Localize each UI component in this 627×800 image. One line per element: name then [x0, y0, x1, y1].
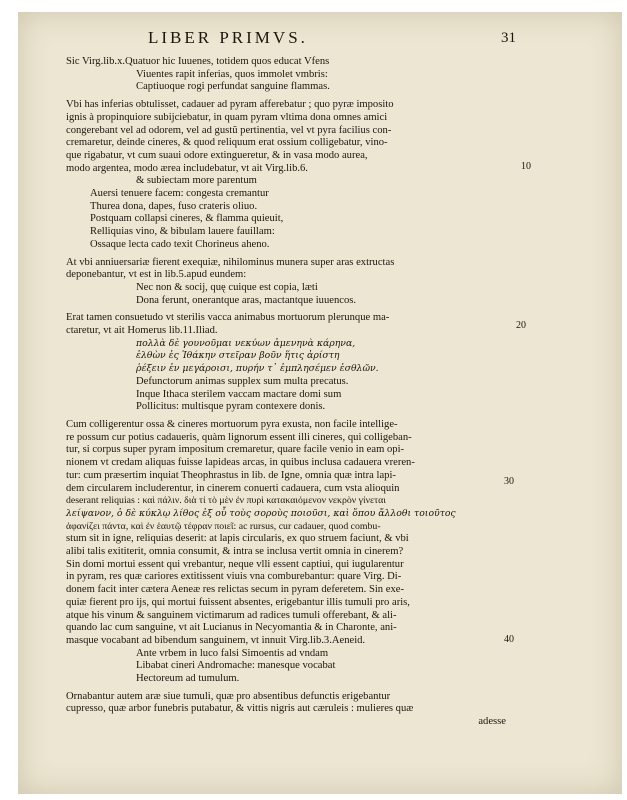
margin-number-20: 20 [516, 320, 526, 331]
text-line: quiæ fierent pro ijs, qui mortui fuissent absentes, erigebantur illis tumuli pro aris, [66, 596, 410, 608]
book-page [18, 12, 622, 794]
text-line: Auersi tenuere facem: congesta cremantur [90, 188, 269, 200]
running-header [66, 28, 516, 56]
text-line: Inque Ithaca sterilem vaccam mactare domi sum [136, 388, 342, 400]
text-line: Vbi has inferias obtulisset, cadauer ad pyram afferebatur ; quo pyræ imposito [66, 99, 394, 111]
text-line: alibi talis exititerit, omnia consumit, & intra se inclusa vertit omnia in cinerem? [66, 546, 404, 558]
text-line: quando lac cum sanguine, vt ait Lucianus in Necyomantia & in Charonte, ani- [66, 622, 397, 634]
running-title: LIBER PRIMVS. [148, 28, 308, 47]
text-line: Erat tamen consuetudo vt sterilis vacca animabus mortuorum plerunque ma- [66, 312, 390, 324]
margin-number-40: 40 [504, 634, 514, 645]
text-line: Pollicitus: multisque pyram contexere donis. [136, 401, 326, 413]
text-line: congerebant vel ad odorem, vel ad gustũ pertinentia, vel vt pyra facilius con- [66, 124, 392, 136]
text-line: λείψανον, ὁ δὲ κύκλῳ λίθος ἐξ οὗ τοὺς σοροὺς ποιοῦσι, καὶ ὅπου ἄλλοθι τοιοῦτος [66, 507, 456, 519]
text-line: in pyram, res quæ cariores extitissent viuis vna comburebantur: quare Virg. Di- [66, 571, 402, 583]
text-line: At vbi anniuersariæ fierent exequiæ, nihilominus munera super aras extructas [66, 256, 395, 268]
text-line: Hectoreum ad tumulum. [136, 673, 240, 685]
text-line: Relliquias vino, & bibulam lauere fauillam: [90, 226, 275, 238]
text-line: re possum cur potius cadaueris, quàm lignorum essent illi cineres, qui colligeban- [66, 431, 412, 443]
text-line: Dona ferunt, onerantque aras, mactantque iuuencos. [136, 294, 357, 306]
text-line: tur: cum præsertim inquiat Theophrastus in lib. de Igne, omnia quæ intra lapi- [66, 469, 396, 481]
text-line: adesse [478, 716, 506, 728]
text-body [66, 56, 506, 729]
text-line: Ossaque lecta cado texit Chorineus aheno. [90, 238, 270, 250]
text-line: modo argentea, modo ærea includebatur, vt ait Virg.lib.6. [66, 162, 308, 174]
text-line: Ornabantur autem aræ siue tumuli, quæ pro absentibus defunctis erigebantur [66, 690, 391, 702]
text-line: Libabat cineri Andromache: manesque vocabat [136, 660, 336, 672]
text-line: Sic Virg.lib.x.Quatuor hic Iuuenes, totidem quos educat Vfens [66, 56, 330, 67]
margin-number-10: 10 [521, 161, 531, 172]
text-line: Sin domi mortui essent qui vrebantur, neque vlli essent captiui, qui iugularentur [66, 558, 404, 570]
text-line: Postquam collapsi cineres, & flamma quieuit, [90, 213, 284, 225]
text-line: que rigabatur, vt cum suaui odore extingueretur, & in vasa modo aurea, [66, 149, 368, 161]
text-line: masque vocabant ad bibendum sanguinem, vt innuit Virg.lib.3.Aeneid. [66, 634, 366, 646]
text-line: Nec non & socij, quę cuique est copia, læti [136, 281, 318, 293]
text-line: ignis à propinquiore subijciebatur, in quam pyram vltima dona omnes amici [66, 111, 388, 123]
text-line: ἐλθὼν ἐς Ἰθάκην στεῖραν βοῦν ἥτις ἀρίστη [136, 350, 340, 362]
text-line: Defunctorum animas supplex sum multa precatus. [136, 375, 349, 387]
text-line: πολλὰ δὲ γουνοῦμαι νεκύων ἀμενηνὰ κάρηνα, [136, 337, 356, 349]
text-line: deponebantur, vt est in lib.5.apud eundem: [66, 269, 247, 281]
text-line: ctaretur, vt ait Homerus lib.11.Iliad. [66, 325, 218, 337]
text-line: cremaretur, deinde cineres, & quod reliquum erat ossium colligebatur, vino- [66, 137, 388, 149]
text-line: nionem vt credam aliquas fuisse lapideas arcas, in quibus inclusa cadauera vreren- [66, 457, 415, 469]
text-line: stum sit in igne, reliquias deserit: at lapis circularis, ex quo struem faciunt, & vbi [66, 533, 409, 545]
text-line: Cum colligerentur ossa & cineres mortuorum pyra exusta, non facile intellige- [66, 418, 398, 430]
text-line: dem circularem includerentur, in cinerem conuerti cadauera, cum vsta alioquin [66, 482, 400, 494]
text-line: tur, si corpus super pyram impositum cremaretur, quare facile venio in eam opi- [66, 444, 405, 456]
text-line: ῥέξειν ἐν μεγάροισι, πυρήν τ᾽ ἐμπλησέμεν ἐσθλῶν. [136, 363, 379, 375]
page-number: 31 [501, 30, 516, 46]
text-line: deserant reliquias : καὶ πάλιν. διὰ τί τὸ μὲν ἐν πυρὶ κατακαιόμενον νεκρὸν γίνεται [66, 495, 386, 507]
text-line: Ante vrbem in luco falsi Simoentis ad vndam [136, 647, 329, 659]
text-line: Captiuoque rogi perfundat sanguine flammas. [136, 81, 330, 93]
margin-number-30: 30 [504, 476, 514, 487]
text-line: & subiectam more parentum [136, 175, 257, 187]
text-line: atque his vinum & sanguinem victimarum ad radices tumuli offerebant, & ali- [66, 609, 397, 621]
text-line: Thurea dona, dapes, fuso crateris oliuo. [90, 200, 258, 212]
text-line: Viuentes rapit inferias, quos immolet vmbris: [136, 68, 328, 80]
text-line: donem facit inter cætera Aeneæ res relictas secum in pyram deferetem. Sin exe- [66, 584, 404, 596]
text-line: ἀφανίζει πάντα, καὶ ἐν ἑαυτῷ τέφραν ποιεῖ: ac rursus, cur cadauer, quod combu- [66, 520, 381, 532]
text-line: cupresso, quæ arbor funebris putabatur, & vittis nigris aut cæruleis : mulieres quæ [66, 703, 414, 715]
